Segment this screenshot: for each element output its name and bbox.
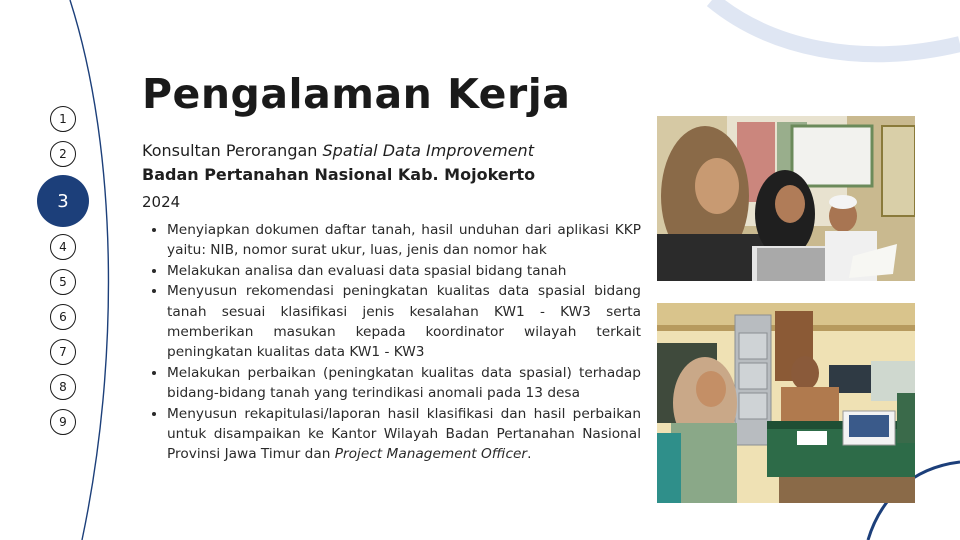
step-3-button-active[interactable]: 3 [37,175,89,227]
step-9-button[interactable]: 9 [50,409,76,435]
duty-item: • Menyiapkan dokumen daftar tanah, hasil unduhan dari aplikasi KKP yaitu: NIB, nomor surat ukur, luas, jenis dan nomor hak [167,220,641,261]
work-year: 2024 [142,193,181,211]
step-6-button[interactable]: 6 [50,304,76,330]
step-2-button[interactable]: 2 [50,141,76,167]
duty-item: • Melakukan analisa dan evaluasi data spasial bidang tanah [167,261,641,281]
step-navigation [0,0,130,540]
page-title: Pengalaman Kerja [142,70,571,118]
duty-item: • Melakukan perbaikan (peningkatan kualitas data spasial) terhadap bidang-bidang tanah yang terindikasi anomali pada 13 desa [167,363,641,404]
step-8-button[interactable]: 8 [50,374,76,400]
job-role-prefix: Konsultan Perorangan [142,141,318,160]
duty-item [167,404,641,465]
step-5-button[interactable]: 5 [50,269,76,295]
organization-name: Badan Pertanahan Nasional Kab. Mojokerto [142,165,536,184]
step-4-button[interactable]: 4 [50,234,76,260]
work-photo-office-meeting [657,303,915,503]
duty-list [152,220,641,465]
step-1-button[interactable]: 1 [50,106,76,132]
duty-item-text: Menyusun rekapitulasi/laporan hasil klasifikasi dan hasil perbaikan untuk disampaikan ke Kantor Wilayah Badan Pertanahan Nasional Provinsi Jawa Timur dan [167,405,641,463]
duty-item-italic: Project Management Officer [334,446,528,463]
job-role [142,141,534,161]
job-role-project: Spatial Data Improvement [322,141,534,160]
top-right-arc [712,0,960,54]
duty-item-end: . [527,446,532,463]
work-photo-reviewing-documents [657,116,915,281]
step-7-button[interactable]: 7 [50,339,76,365]
duty-item: • Menyusun rekomendasi peningkatan kualitas data spasial bidang tanah sesuai klasifikasi jenis kesalahan KW1 - KW3 serta memberikan masukan kepada koordinator wilayah terkait peningkatan kualitas data KW1 - KW3 [167,281,641,363]
